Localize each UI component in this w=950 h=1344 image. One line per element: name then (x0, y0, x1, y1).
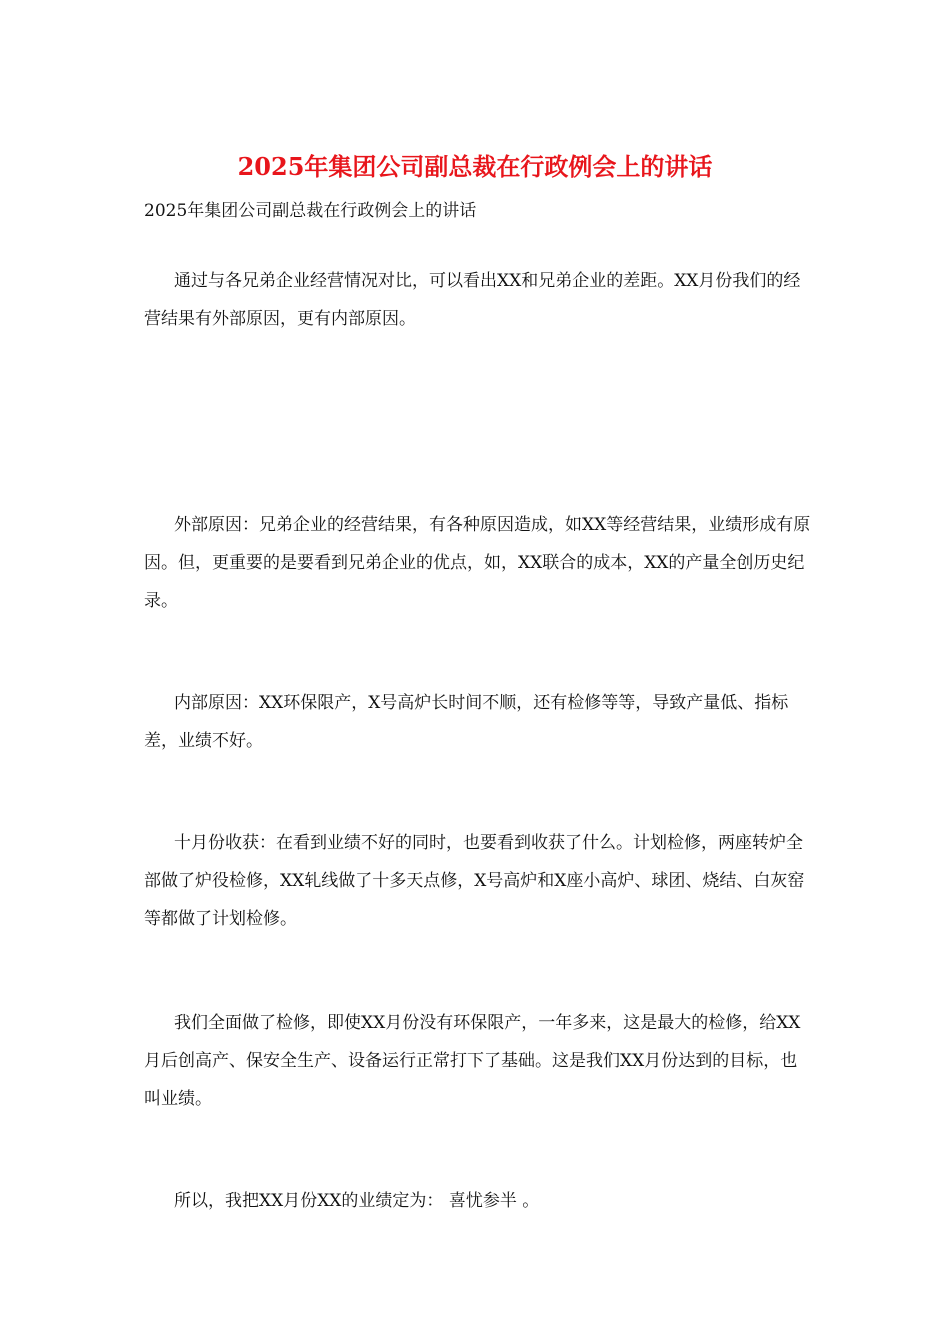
document-title: 2025年集团公司副总裁在行政例会上的讲话 (237, 152, 713, 181)
paragraph-maintenance: 我们全面做了检修，即使XX月份没有环保限产，一年多来，这是最大的检修，给XX月后创高产、保安全生产、设备运行正常打下了基础。这是我们XX月份达到的目标，也叫业绩。 (144, 1013, 801, 1109)
paragraph-internal-reasons: 内部原因：XX环保限产，X号高炉长时间不顺，还有检修等等，导致产量低、指标差，业绩不好。 (144, 693, 789, 751)
paragraph-october-gains: 十月份收获：在看到业绩不好的同时，也要看到收获了什么。计划检修，两座转炉全部做了炉役检修，XX轧线做了十多天点修，X号高炉和X座小高炉、球团、烧结、白灰窑等都做了计划检修。 (144, 833, 805, 929)
paragraph-external-reasons: 外部原因：兄弟企业的经营结果，有各种原因造成，如XX等经营结果，业绩形成有原因。但，更重要的是要看到兄弟企业的优点，如，XX联合的成本，XX的产量全创历史纪录。 (144, 515, 811, 611)
paragraph-conclusion: 所以，我把XX月份XX的业绩定为： 喜忧参半 。 (174, 1191, 540, 1211)
document-subtitle: 2025年集团公司副总裁在行政例会上的讲话 (144, 201, 477, 221)
paragraph-intro: 通过与各兄弟企业经营情况对比，可以看出XX和兄弟企业的差距。XX月份我们的经营结果有外部原因，更有内部原因。 (144, 271, 801, 329)
